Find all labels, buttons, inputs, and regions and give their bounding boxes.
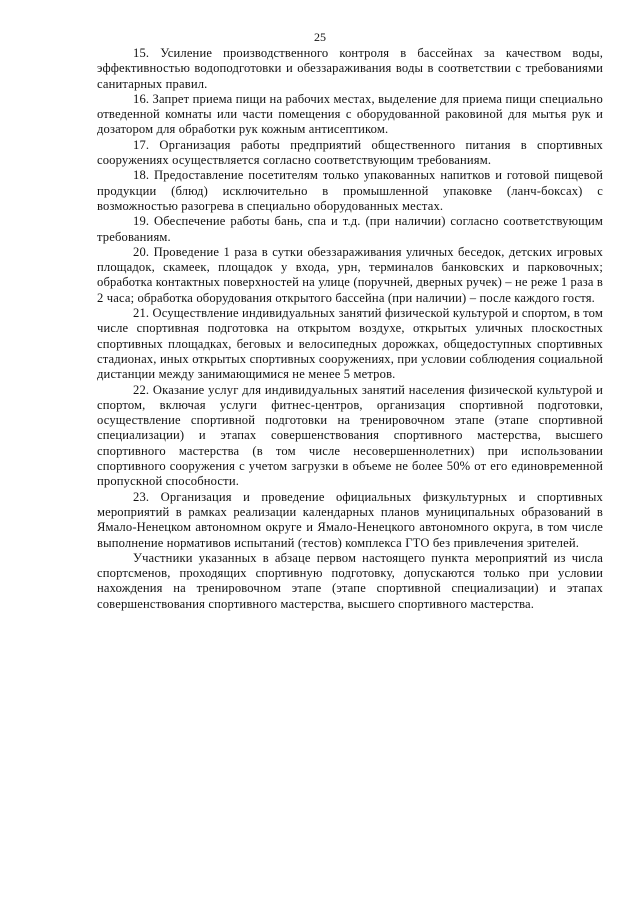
paragraph-item-21: 21. Осуществление индивидуальных занятий физической культурой и спортом, в том числе спортивная подготовка на открытом воздухе, открытых уличных плоскостных спортивных площадках, беговых и велосипедных дорожках, общедоступных спортивных стадионах, иных открытых спортивных сооружениях, при условии соблюдения социальной дистанции между занимающимися не менее 5 метров. bbox=[97, 306, 603, 382]
paragraph-item-20: 20. Проведение 1 раза в сутки обеззараживания уличных беседок, детских игровых площадок, скамеек, площадок у входа, урн, терминалов банковских и парковочных; обработка контактных поверхностей на улице (поручней, дверных ручек) – не реже 1 раза в 2 часа; обработка оборудования открытого бассейна (при наличии) – после каждого гостя. bbox=[97, 244, 604, 305]
paragraph-item-19: 19. Обеспечение работы бань, спа и т.д. (при наличии) согласно соответствующим требованиям. bbox=[97, 214, 603, 244]
paragraph-item-16: 16. Запрет приема пищи на рабочих местах, выделение для приема пищи специально отведенной комнаты или части помещения с оборудованной раковиной для мытья рук и дозатором для обработки рук кожным антисептиком. bbox=[97, 91, 603, 137]
paragraph-item-18: 18. Предоставление посетителям только упакованных напитков и готовой пищевой продукции (блюд) исключительно в промышленной упаковке (ланч-боксах) с возможностью разогрева в специально оборудованных местах. bbox=[97, 168, 603, 213]
page-number: 25 bbox=[314, 30, 326, 44]
document-body bbox=[97, 46, 603, 612]
paragraph-item-23: 23. Организация и проведение официальных физкультурных и спортивных мероприятий в рамках реализации календарных планов муниципальных образований в Ямало-Ненецком автономном округе и Ямало-Ненецкого автономного округа, в том числе выполнение нормативов испытаний (тестов) комплекса ГТО без привлечения зрителей. bbox=[97, 489, 603, 550]
paragraph-item-15: 15. Усиление производственного контроля в бассейнах за качеством воды, эффективностью водоподготовки и обеззараживания воды в соответствии с требованиями санитарных правил. bbox=[97, 46, 603, 91]
paragraph-item-22: 22. Оказание услуг для индивидуальных занятий населения физической культурой и спортом, включая услуги фитнес-центров, организация спортивной подготовки, осуществление спортивной подготовки на тренировочном этапе (этапе спортивной специализации) и этапах совершенствования спортивного мастерства, высшего спортивного мастерства (в том числе несовершеннолетних) при использовании спортивного сооружения с учетом загрузки в объеме не более 50% от его единовременной пропускной способности. bbox=[97, 382, 603, 489]
paragraph-item-17: 17. Организация работы предприятий общественного питания в спортивных сооружениях осуществляется согласно соответствующим требованиям. bbox=[97, 137, 603, 168]
paragraph-participants: Участники указанных в абзаце первом настоящего пункта мероприятий из числа спортсменов, проходящих спортивную подготовку, допускаются только при условии нахождения на тренировочном этапе (этапе спортивной специализации) и этапах совершенствования спортивного мастерства, высшего спортивного мастерства. bbox=[97, 550, 603, 611]
